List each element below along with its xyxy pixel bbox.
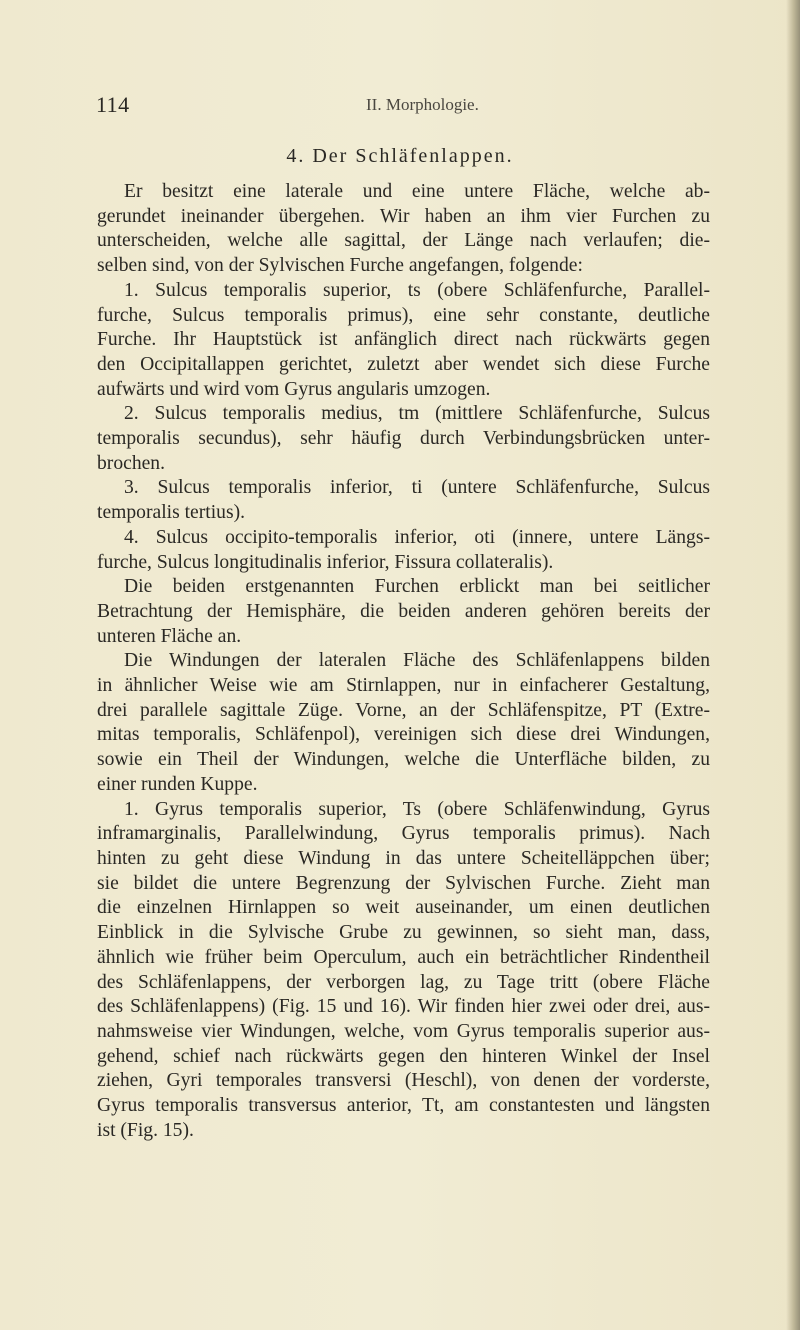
text-line: hinten zu geht diese Windung in das untere Scheitelläppchen über; bbox=[97, 847, 710, 869]
text-line: temporalis secundus), sehr häufig durch Verbindungsbrücken unter- bbox=[97, 428, 710, 450]
text-line: Furche. Ihr Hauptstück ist anfänglich direct nach rückwärts gegen bbox=[97, 329, 710, 351]
page-number: 114 bbox=[96, 92, 130, 117]
text-line: ist (Fig. 15). bbox=[97, 1119, 194, 1141]
text-line: ähnlich wie früher beim Operculum, auch ein beträchtlicher Rindentheil bbox=[97, 946, 710, 968]
text-line: Einblick in die Sylvische Grube zu gewinnen, so sieht man, dass, bbox=[97, 922, 710, 944]
body-text bbox=[97, 180, 710, 1143]
text-line: 1. Sulcus temporalis superior, ts (obere Schläfenfurche, Parallel- bbox=[124, 279, 710, 301]
text-line: die einzelnen Hirnlappen so weit auseinander, um einen deutlichen bbox=[97, 897, 710, 919]
text-line: Betrachtung der Hemisphäre, die beiden anderen gehören bereits der bbox=[97, 600, 710, 622]
text-line: brochen. bbox=[97, 452, 166, 474]
text-line: Gyrus temporalis transversus anterior, Tt, am constantesten und längsten bbox=[97, 1095, 710, 1117]
text-line: 3. Sulcus temporalis inferior, ti (untere Schläfenfurche, Sulcus bbox=[124, 477, 710, 499]
text-line: nahmsweise vier Windungen, welche, vom Gyrus temporalis superior aus- bbox=[97, 1020, 710, 1042]
text-line: gehend, schief nach rückwärts gegen den hinteren Winkel der Insel bbox=[97, 1045, 710, 1067]
text-line: drei parallele sagittale Züge. Vorne, an der Schläfenspitze, PT (Extre- bbox=[97, 699, 710, 721]
text-line: sie bildet die untere Begrenzung der Sylvischen Furche. Zieht man bbox=[97, 872, 710, 894]
text-line: einer runden Kuppe. bbox=[97, 773, 258, 795]
page-edge-shadow bbox=[786, 0, 800, 1330]
text-line: unterscheiden, welche alle sagittal, der Länge nach verlaufen; die- bbox=[97, 230, 710, 252]
text-line: aufwärts und wird vom Gyrus angularis umzogen. bbox=[97, 378, 491, 400]
text-line: furche, Sulcus longitudinalis inferior, Fissura collateralis). bbox=[97, 551, 554, 573]
text-line: 2. Sulcus temporalis medius, tm (mittlere Schläfenfurche, Sulcus bbox=[124, 403, 710, 425]
text-line: den Occipitallappen gerichtet, zuletzt aber wendet sich diese Furche bbox=[97, 353, 710, 375]
text-line: sowie ein Theil der Windungen, welche die Unterfläche bilden, zu bbox=[97, 749, 710, 771]
text-line: gerundet ineinander übergehen. Wir haben an ihm vier Furchen zu bbox=[97, 205, 710, 227]
page-header bbox=[96, 92, 716, 118]
text-line: 4. Sulcus occipito-temporalis inferior, oti (innere, untere Längs- bbox=[124, 526, 710, 548]
text-line: selben sind, von der Sylvischen Furche angefangen, folgende: bbox=[97, 255, 583, 277]
text-line: unteren Fläche an. bbox=[97, 625, 242, 647]
text-line: temporalis tertius). bbox=[97, 502, 246, 524]
text-line: Die Windungen der lateralen Fläche des Schläfenlappens bilden bbox=[124, 650, 710, 672]
text-line: furche, Sulcus temporalis primus), eine sehr constante, deutliche bbox=[97, 304, 710, 326]
running-head: II. Morphologie. bbox=[366, 95, 479, 114]
text-line: Er besitzt eine laterale und eine untere Fläche, welche ab- bbox=[124, 181, 710, 202]
text-line: in ähnlicher Weise wie am Stirnlappen, nur in einfacherer Gestaltung, bbox=[97, 675, 710, 697]
text-line: des Schläfenlappens) (Fig. 15 und 16). Wir finden hier zwei oder drei, aus- bbox=[97, 996, 710, 1018]
text-line: ziehen, Gyri temporales transversi (Heschl), von denen der vorderste, bbox=[97, 1070, 710, 1092]
text-line: Die beiden erstgenannten Furchen erblickt man bei seitlicher bbox=[124, 576, 710, 598]
text-line: 1. Gyrus temporalis superior, Ts (obere Schläfenwindung, Gyrus bbox=[124, 798, 710, 820]
text-line: mitas temporalis, Schläfenpol), vereinigen sich diese drei Windungen, bbox=[97, 724, 710, 746]
text-line: des Schläfenlappens, der verborgen lag, zu Tage tritt (obere Fläche bbox=[97, 971, 710, 993]
section-title: 4. Der Schläfenlappen. bbox=[286, 145, 514, 167]
text-line: inframarginalis, Parallelwindung, Gyrus temporalis primus). Nach bbox=[97, 823, 710, 845]
